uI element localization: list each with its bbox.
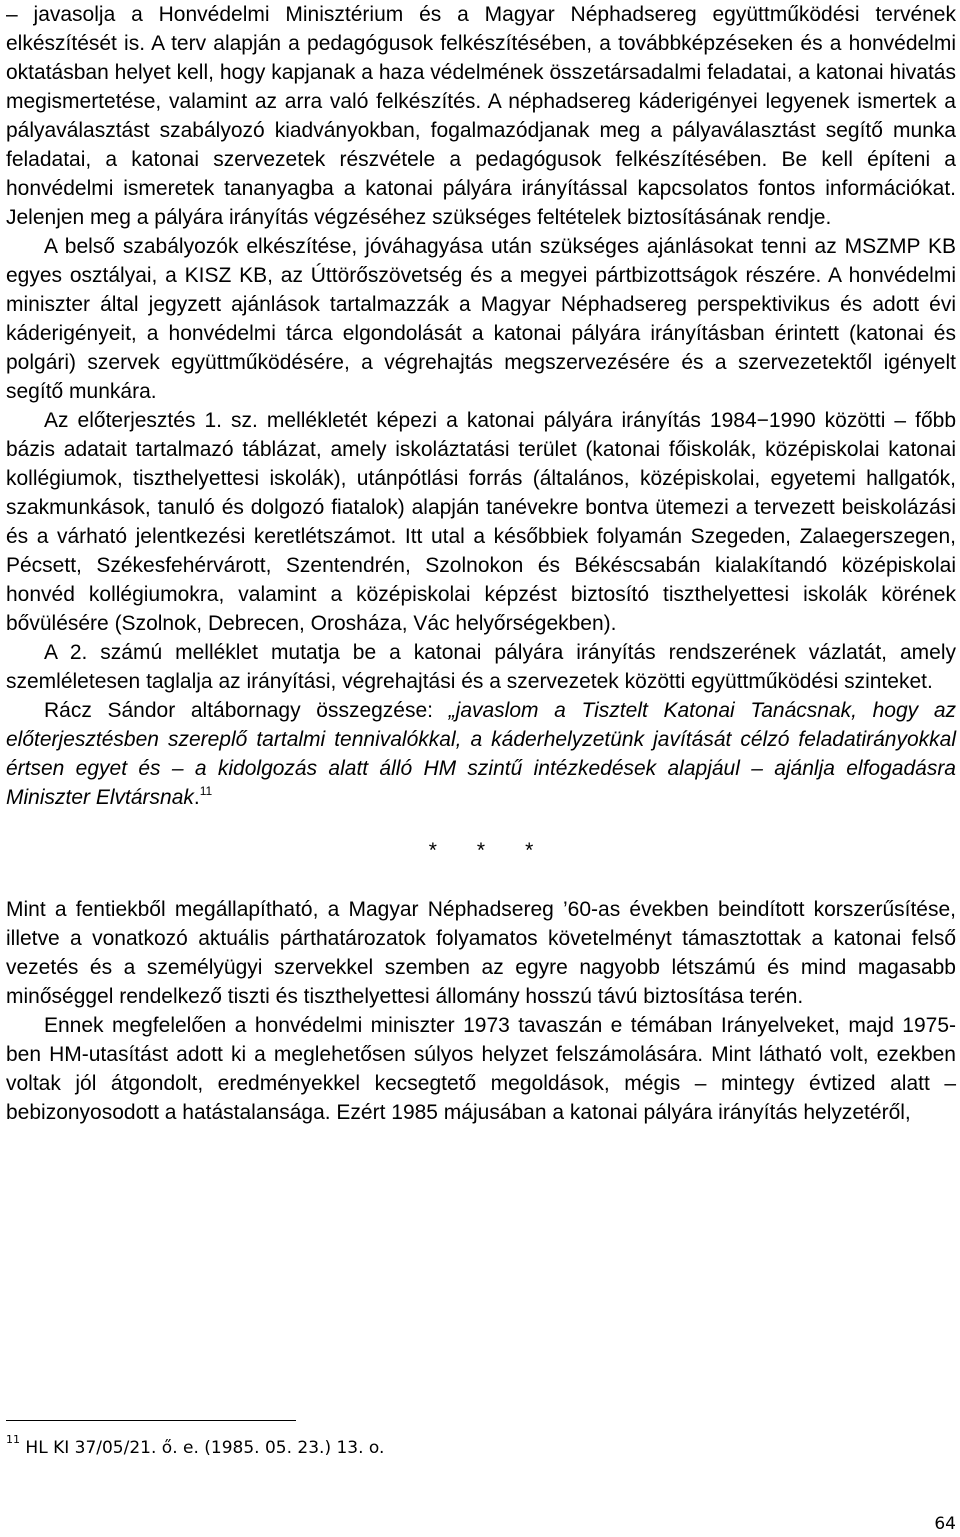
document-body — [6, 0, 956, 1127]
quote-intro: Rácz Sándor altábornagy összegzése: — [44, 699, 449, 722]
paragraph-5 — [6, 696, 956, 812]
separator-star: * — [476, 839, 486, 862]
footnote-divider — [6, 1420, 296, 1421]
paragraph-1: – javasolja a Honvédelmi Minisztérium és a Magyar Néphadsereg együttműködési tervének elkészítését is. A terv alapján a pedagógusok felkészítésében, a továbbképzéseken és a honvédelmi oktatásban helyet kell, hogy kapjanak a haza védelmének összetársadalmi feladatai, a katonai hivatás megismertetése, valamint az arra való felkészítés. A néphadsereg káderigényei legyenek ismertek a pályaválasztást szabályozó kiadványokban, fogalmazódjanak meg a pályaválasztást segítő munka feladatai, a katonai szervezetek részvétele a pedagógusok felkészítésében. Be kell építeni a honvédelmi ismeretek tananyagba a katonai pályára irányítással kapcsolatos fontos információkat. Jelenjen meg a pályára irányítás végzéséhez szükséges feltételek biztosításának rendje. — [6, 3, 956, 229]
footnote-text: HL KI 37/05/21. ő. e. (1985. 05. 23.) 13. o. — [25, 1438, 385, 1458]
footnote — [6, 1433, 385, 1458]
paragraph-6: Mint a fentiekből megállapítható, a Magyar Néphadsereg ’60-as években beindított korszerűsítése, illetve a vonatkozó aktuális párthatározatok folyamatos követelményt támasztottak a katonai felső vezetés és a személyügyi szervekkel szemben az egyre nagyobb létszámú és mind magasabb minőséggel rendelkező tiszti és tiszthelyettesi állomány hosszú távú biztosítása terén. — [6, 898, 956, 1008]
paragraph-3: Az előterjesztés 1. sz. mellékletét képezi a katonai pályára irányítás 1984−1990 közötti – főbb bázis adatait tartalmazó táblázat, amely iskoláztatási terület (katonai főiskolák, középiskolai katonai kollégiumok, tiszthelyettesi iskolák), utánpótlási forrás (általános, középiskolai, egyetemi hallgatók, szakmunkások, tanuló és dolgozó fiatalok) alapján tanévekre bontva ütemezi a tervezett beiskolázási és a várható jelentkezési keretlétszámot. Itt utal a későbbiek folyamán Szegeden, Zalaegerszegen, Pécsett, Székesfehérvárott, Szentendrén, Szolnokon és Békéscsabán kialakítandó középiskolai honvéd kollégiumokra, valamint a középiskolai képzést biztosító tiszthelyettesi iskolák körének bővülésére (Szolnok, Debrecen, Orosháza, Vác helyőrségekben). — [6, 409, 956, 635]
footnote-number: 11 — [6, 1433, 20, 1446]
quote-end: . — [193, 786, 200, 809]
separator-star: * — [525, 839, 534, 862]
quote-text: „javaslom a Tisztelt Katonai Tanácsnak, hogy az előterjesztésben szereplő tartalmi tennivalókkal, a káderhelyzetünk javítását célzó feladatirányokkal értsen egyet és – a kidolgozás alatt álló HM szintű intézkedések alapjául – ajánlja elfogadásra Miniszter Elvtársnak — [6, 699, 956, 809]
page-number: 64 — [934, 1514, 956, 1534]
paragraph-7: Ennek megfelelően a honvédelmi miniszter 1973 tavaszán e témában Irányelveket, majd 1975-ben HM-utasítást adott ki a meglehetősen súlyos helyzet felszámolására. Mint látható volt, ezekben voltak jól átgondolt, eredményekkel kecsegtető megoldások, mégis – mintegy évtized alatt – bebizonyosodott a hatástalansága. Ezért 1985 májusában a katonai pályára irányítás helyzetéről, — [6, 1014, 956, 1124]
paragraph-2: A belső szabályozók elkészítése, jóváhagyása után szükséges ajánlásokat tenni az MSZMP KB egyes osztályai, a KISZ KB, az Úttörőszövetség és a megyei pártbizottságok részére. A honvédelmi miniszter által jegyzett ajánlások tartalmazzák a Magyar Néphadsereg perspektivikus és adott évi káderigényeit, a honvédelmi tárca elgondolását a katonai pályára irányításban érintett (katonai és polgári) szervek együttműködésére, a végrehajtás megszervezésére és a szervezetektől igényelt segítő munkára. — [6, 235, 956, 403]
separator-star: * — [428, 839, 437, 862]
paragraph-4: A 2. számú melléklet mutatja be a katonai pályára irányítás rendszerének vázlatát, amely szemléletesen taglalja az irányítási, végrehajtási és a szervezetek közötti együttműködési szinteket. — [6, 641, 956, 693]
footnote-reference[interactable]: 11 — [199, 784, 213, 798]
section-separator — [6, 836, 956, 865]
